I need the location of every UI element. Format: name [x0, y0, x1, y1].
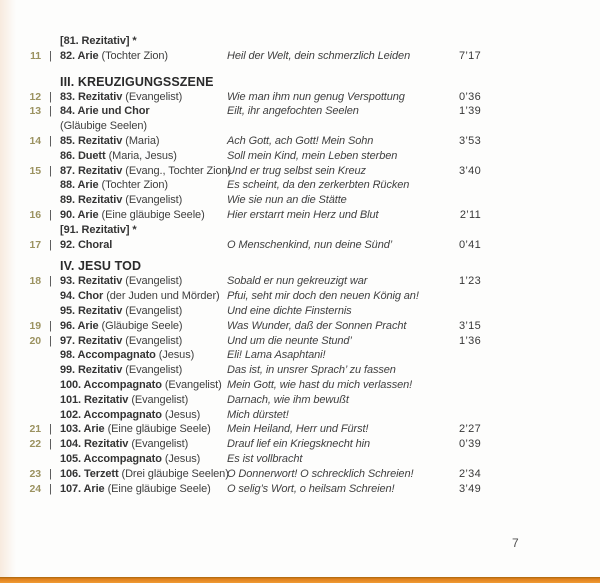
track-performer: (Evangelist) [164, 378, 222, 391]
track-duration: 1’23 [459, 275, 481, 288]
track-incipit: Wie sie nun an die Stätte [227, 194, 347, 207]
track-performer: (Jesus) [164, 408, 201, 421]
track-performer: (Evang., Tochter Zion) [125, 164, 232, 177]
row-separator: | [49, 105, 52, 118]
track-row [27, 105, 580, 120]
row-separator: | [49, 482, 52, 495]
track-row [27, 379, 580, 394]
track-performer: (Evangelist) [125, 304, 183, 317]
track-title: 106. Terzett [60, 467, 119, 480]
track-number: 24 [29, 482, 41, 495]
track-performer: (Jesus) [158, 349, 195, 362]
bottom-accent-bar [0, 577, 600, 583]
track-number: 14 [29, 134, 41, 147]
track-title-cell [60, 164, 232, 177]
track-title: 83. Rezitativ [60, 90, 123, 103]
track-incipit: Mein Heiland, Herr und Fürst! [227, 423, 369, 436]
track-performer: (Evangelist) [125, 194, 183, 207]
track-incipit: O Menschenkind, nun deine Sünd’ [227, 238, 393, 251]
track-title: [91. Rezitativ] * [60, 223, 137, 236]
track-performer: (Evangelist) [125, 364, 183, 377]
track-title: 107. Arie [60, 482, 105, 495]
track-row [27, 453, 580, 468]
track-title: [81. Rezitativ] * [60, 35, 137, 47]
track-row [27, 483, 580, 498]
track-row [27, 290, 580, 305]
track-duration: 3’40 [459, 164, 481, 177]
track-title: 101. Rezitativ [60, 393, 129, 406]
track-title: 93. Rezitativ [60, 275, 123, 288]
section-heading-label: III. KREUZIGUNGSSZENE [60, 74, 214, 89]
track-title: 98. Accompagnato [60, 349, 156, 362]
row-separator: | [49, 208, 52, 221]
track-incipit: Wie man ihm nun genug Verspottung [227, 90, 405, 103]
track-performer: (Evangelist) [125, 334, 183, 347]
track-title: 89. Rezitativ [60, 194, 123, 207]
track-number: 16 [29, 208, 41, 221]
track-incipit: O Donnerwort! O schrecklich Schreien! [227, 467, 414, 480]
track-duration: 1’36 [459, 334, 481, 347]
track-title: 105. Accompagnato [60, 452, 162, 465]
track-title-cell [60, 379, 227, 391]
row-separator: | [49, 467, 52, 480]
track-title-cell [60, 275, 227, 287]
row-separator: | [49, 90, 52, 103]
track-title-cell [60, 50, 227, 62]
track-incipit: Soll mein Kind, mein Leben sterben [227, 149, 398, 162]
track-duration: 0’36 [459, 90, 481, 103]
track-row [27, 468, 580, 483]
track-row [27, 394, 580, 409]
track-title: 104. Rezitativ [60, 438, 129, 451]
track-row [27, 320, 580, 335]
track-title: 85. Rezitativ [60, 134, 123, 147]
track-title-cell [60, 364, 227, 376]
row-separator: | [49, 334, 52, 347]
track-performer: (Gläubige Seelen) [60, 120, 147, 133]
track-row [27, 438, 580, 453]
track-incipit: Heil der Welt, dein schmerzlich Leiden [227, 49, 411, 62]
track-row [27, 209, 580, 224]
track-number: 12 [29, 90, 41, 103]
track-number: 22 [29, 438, 41, 451]
track-duration: 2’34 [459, 467, 481, 480]
track-title-cell [60, 290, 227, 302]
track-performer: (Eine gläubige Seele) [107, 482, 211, 495]
track-title-cell [60, 209, 227, 221]
track-duration: 3’15 [459, 319, 481, 332]
track-row [27, 179, 580, 194]
track-title-cell [60, 239, 227, 251]
row-separator: | [49, 275, 52, 288]
track-row [27, 335, 580, 350]
track-duration: 1’39 [459, 105, 481, 118]
track-row [27, 135, 580, 150]
track-title: 96. Arie [60, 319, 99, 332]
track-title-cell [60, 305, 227, 317]
track-row [27, 349, 580, 364]
track-performer: (Maria) [125, 134, 160, 147]
track-performer: (Drei gläubige Seelen) [121, 467, 229, 480]
track-performer: (Evangelist) [125, 90, 183, 103]
track-title: 95. Rezitativ [60, 304, 123, 317]
track-title: 100. Accompagnato [60, 378, 162, 391]
track-row [27, 409, 580, 424]
row-separator: | [49, 438, 52, 451]
track-number: 20 [29, 334, 41, 347]
track-title-cell [60, 483, 227, 495]
track-row [27, 423, 580, 438]
track-duration: 3’49 [459, 482, 481, 495]
track-row [27, 50, 580, 65]
track-title: 87. Rezitativ [60, 164, 123, 177]
track-title-cell [60, 150, 227, 162]
track-title-cell [60, 320, 227, 332]
track-title-cell [60, 120, 227, 132]
track-number: 17 [29, 238, 41, 251]
track-row [27, 150, 580, 165]
track-row [27, 91, 580, 106]
track-incipit: Mich dürstet! [227, 408, 289, 421]
track-performer: (Maria, Jesus) [108, 149, 177, 162]
track-row [27, 165, 580, 180]
track-incipit: Hier erstarrt mein Herz und Blut [227, 208, 379, 221]
track-row [27, 239, 580, 254]
track-row [27, 120, 580, 135]
track-title-cell [60, 394, 227, 406]
track-title: 99. Rezitativ [60, 364, 123, 377]
track-performer: (Tochter Zion) [101, 49, 169, 62]
track-incipit: Was Wunder, daß der Sonnen Pracht [227, 319, 407, 332]
track-title-cell [60, 423, 227, 435]
track-incipit: Eilt, ihr angefochten Seelen [227, 105, 359, 118]
track-title: 90. Arie [60, 208, 99, 221]
track-title-cell [60, 409, 227, 421]
page-number: 7 [512, 536, 519, 550]
track-performer: (Jesus) [164, 452, 201, 465]
track-row [27, 305, 580, 320]
track-performer: (Eine gläubige Seele) [107, 423, 211, 436]
track-title: 102. Accompagnato [60, 408, 162, 421]
track-title: 84. Arie und Chor [60, 105, 150, 118]
track-incipit: Sobald er nun gekreuzigt war [227, 275, 368, 288]
track-incipit: Mein Gott, wie hast du mich verlassen! [227, 378, 413, 391]
track-incipit: O selig’s Wort, o heilsam Schreien! [227, 482, 395, 495]
track-row [27, 364, 580, 379]
track-incipit: Darnach, wie ihm bewußt [227, 393, 349, 406]
track-title-cell [60, 135, 227, 147]
section-heading-label: IV. JESU TOD [60, 259, 142, 274]
track-number: 11 [30, 49, 41, 62]
row-separator: | [49, 164, 52, 177]
track-duration: 2’11 [459, 208, 481, 221]
track-title: 88. Arie [60, 179, 99, 192]
track-number: 19 [29, 319, 41, 332]
track-title-cell [60, 468, 227, 480]
track-performer: (Gläubige Seele) [101, 319, 183, 332]
track-duration: 2’27 [459, 423, 481, 436]
track-number: 21 [29, 423, 41, 436]
track-row [27, 224, 580, 239]
track-title-cell [60, 438, 227, 450]
track-incipit: Und um die neunte Stund’ [227, 334, 352, 347]
track-title-cell [60, 179, 227, 191]
track-incipit: Pfui, seht mir doch den neuen König an! [227, 290, 419, 303]
track-title: 94. Chor [60, 290, 104, 303]
track-duration: 3’53 [459, 134, 481, 147]
track-incipit: Es ist vollbracht [227, 452, 303, 465]
section-heading [60, 258, 580, 274]
row-separator: | [49, 319, 52, 332]
track-performer: (Evangelist) [131, 393, 189, 406]
track-incipit: Drauf lief ein Kriegsknecht hin [227, 438, 371, 451]
track-incipit: Und eine dichte Finsternis [227, 304, 352, 317]
track-title-cell [60, 224, 227, 236]
track-number: 23 [29, 467, 41, 480]
track-number: 18 [29, 275, 41, 288]
track-title-cell [60, 35, 227, 47]
track-number: 15 [29, 164, 41, 177]
track-title-cell [60, 194, 227, 206]
page-left-edge-shade [0, 0, 16, 577]
track-title: 82. Arie [60, 49, 99, 62]
track-title: 92. Choral [60, 238, 113, 251]
track-title: 97. Rezitativ [60, 334, 123, 347]
track-row [27, 35, 580, 50]
track-row [27, 194, 580, 209]
track-title-cell [60, 105, 227, 117]
track-duration: 0’41 [459, 238, 481, 251]
row-separator: | [49, 134, 52, 147]
track-performer: (der Juden und Mörder) [106, 290, 220, 303]
track-incipit: Ach Gott, ach Gott! Mein Sohn [227, 134, 374, 147]
track-incipit: Es scheint, da den zerkerbten Rücken [227, 179, 410, 192]
row-separator: | [49, 49, 52, 62]
row-separator: | [49, 423, 52, 436]
track-incipit: Und er trug selbst sein Kreuz [227, 164, 366, 177]
track-duration: 0’39 [459, 438, 481, 451]
row-separator: | [49, 238, 52, 251]
track-performer: (Tochter Zion) [101, 179, 169, 192]
tracklist [27, 35, 580, 497]
track-performer: (Evangelist) [131, 438, 189, 451]
track-title-cell [60, 91, 227, 103]
track-incipit: Das ist, in unsrer Sprach’ zu fassen [227, 364, 396, 377]
track-title: 103. Arie [60, 423, 105, 436]
track-performer: (Eine gläubige Seele) [101, 208, 205, 221]
track-incipit: Eli! Lama Asaphtani! [227, 349, 326, 362]
track-performer: (Evangelist) [125, 275, 183, 288]
track-row [27, 275, 580, 290]
track-title-cell [60, 349, 227, 361]
track-number: 13 [29, 105, 41, 118]
track-title: 86. Duett [60, 149, 106, 162]
track-title-cell [60, 453, 227, 465]
track-duration: 7’17 [459, 49, 481, 62]
track-title-cell [60, 335, 227, 347]
section-heading [60, 74, 580, 90]
